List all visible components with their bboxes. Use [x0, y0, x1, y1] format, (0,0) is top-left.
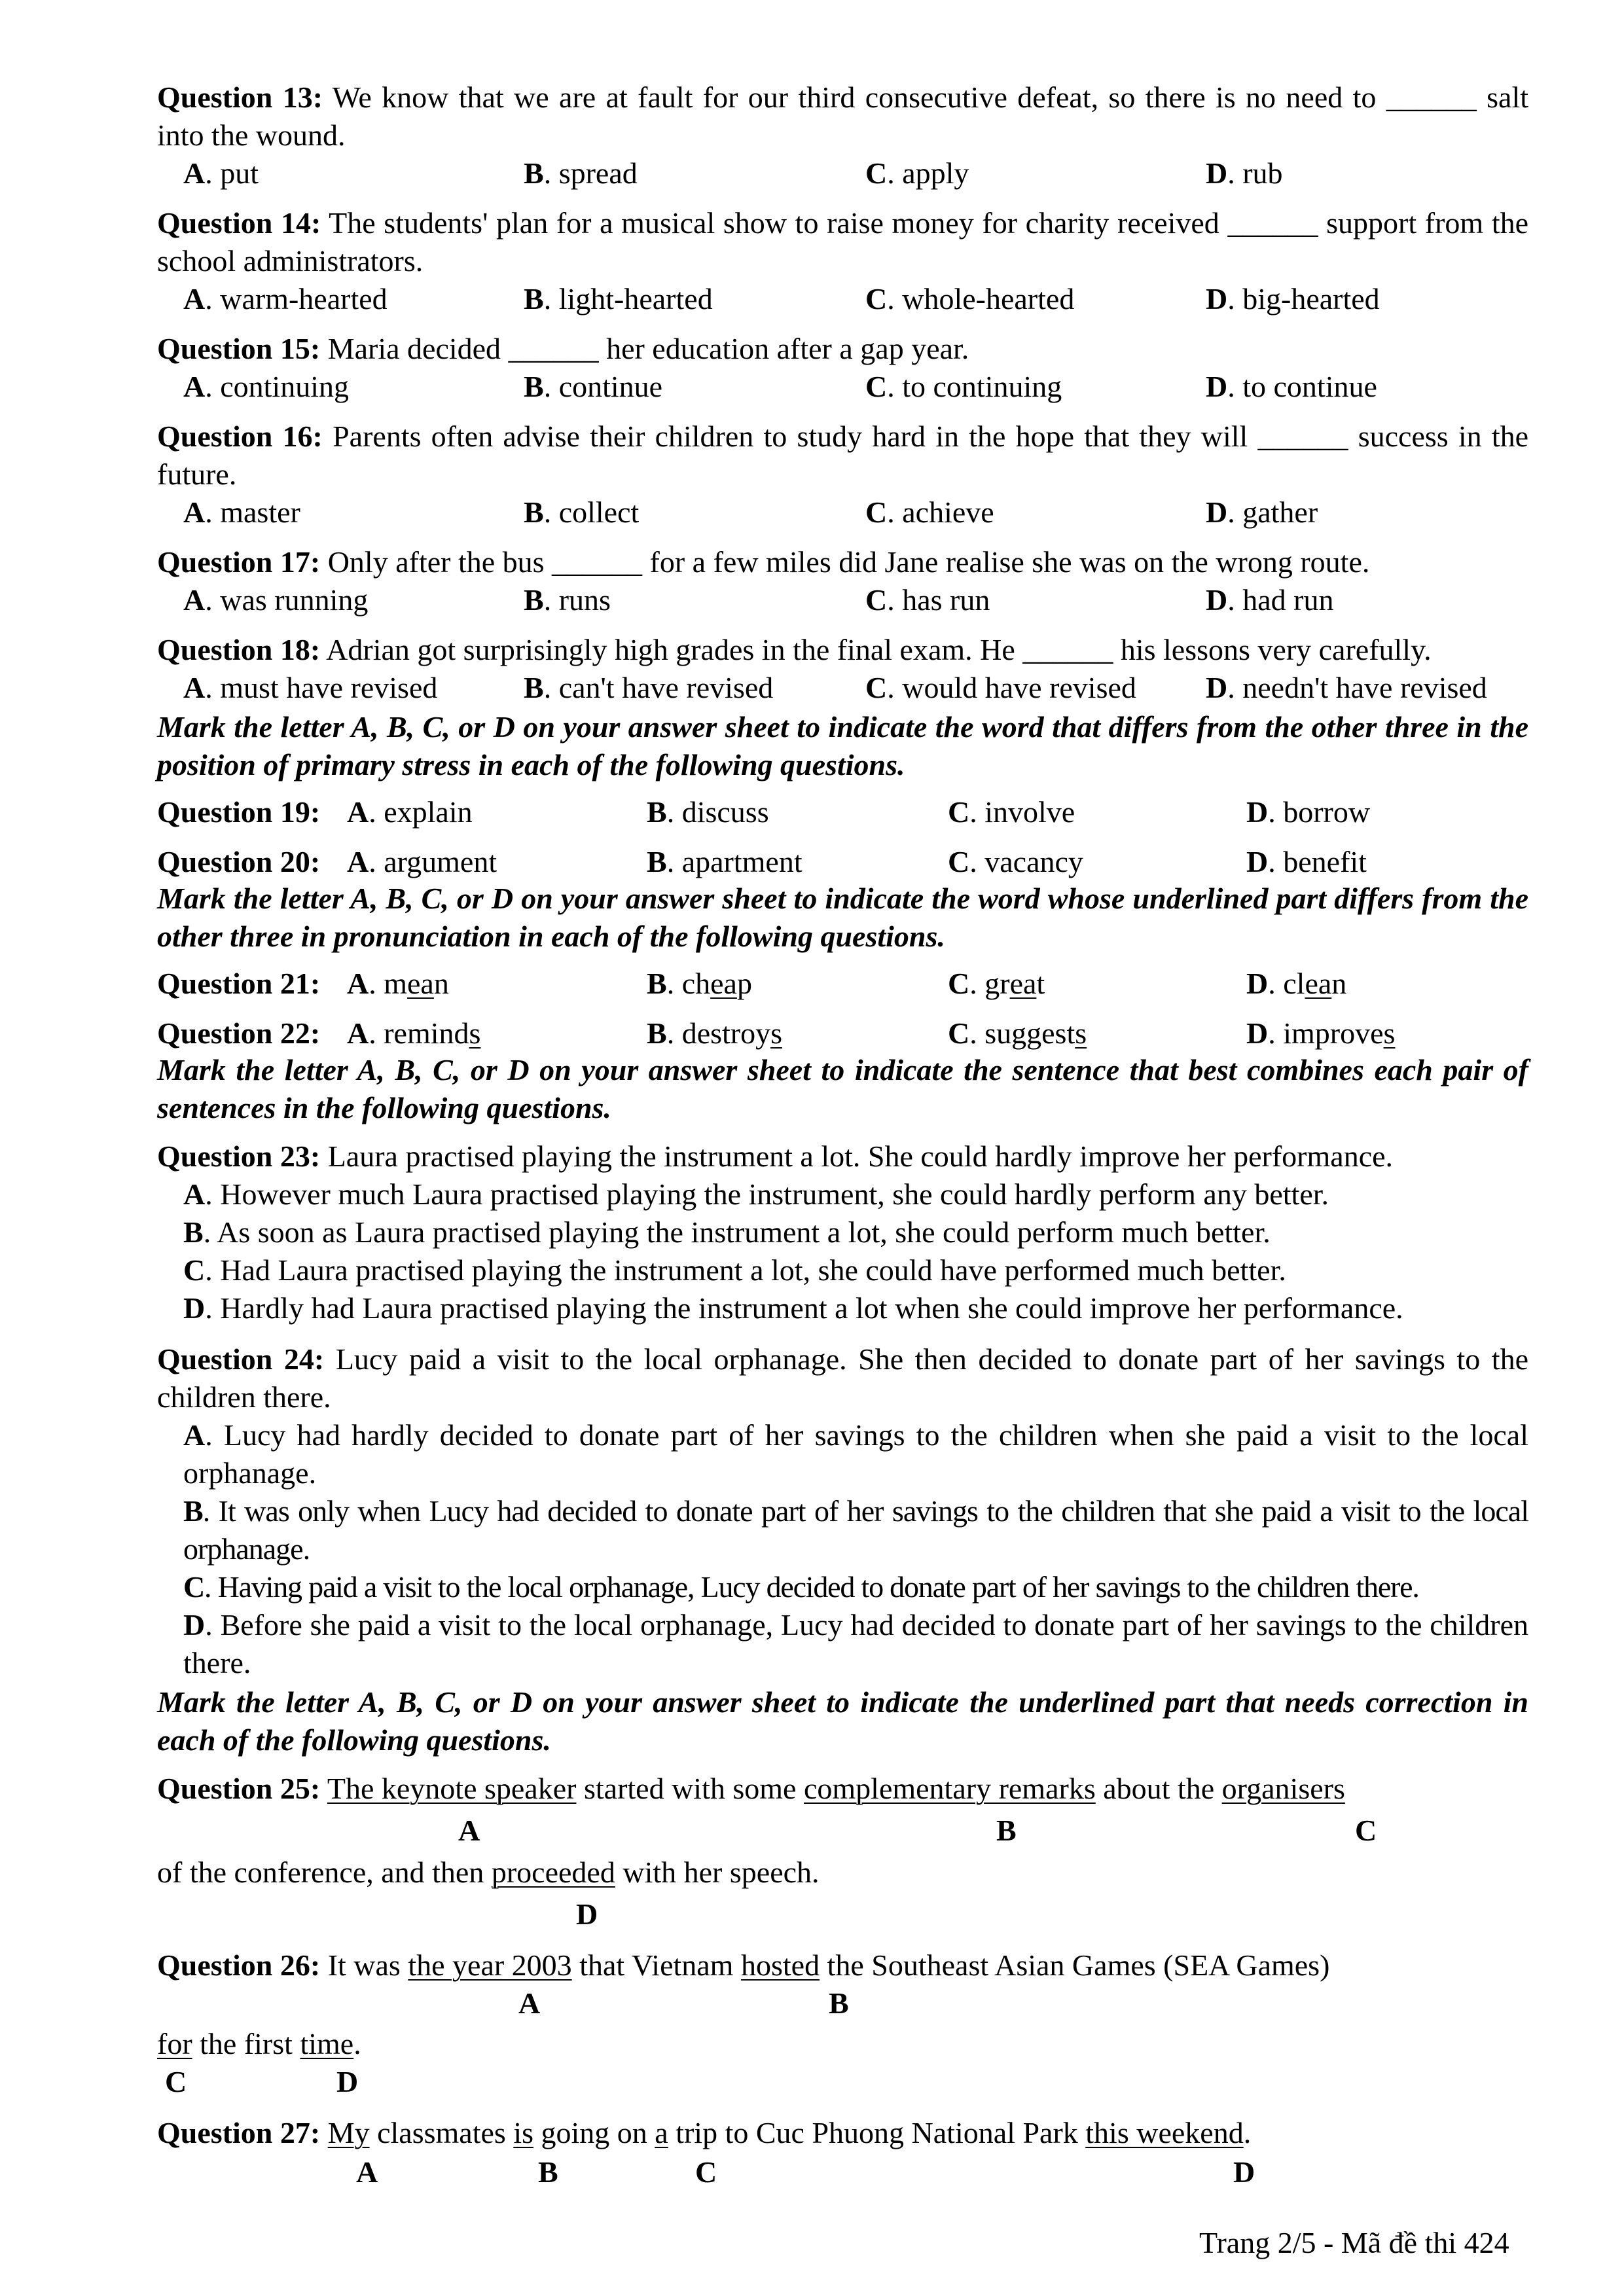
- exam-page: Question 13: We know that we are at fault for our third consecutive defeat, so there is no need to ______ salt into the wound. A. put B. spread C. apply D. rub Question 14: The students' plan for a musical show to raise money for charity received ______ support from the school administrators. A. warm-hearted B. light-hearted C. whole-hearted D. big-hearted Question 15: Maria decided ______ her education after a gap year. A. continuing B. continue C. to continuing D. to continue Question 16: Parents often advise their children to study hard in the hope that they will ______ success in the future. A. master B. collect C. achieve D. gather Question 17: Only after the bus ______ for a few miles did Jane realise she was on the wrong route. A. was running B. runs C. has run D. had run Question 18: Adrian got surprisingly high grades in the final exam. He ______ his lessons very carefully. A. must have revised B. can't have revised C. would have revised D. needn't have revised Mark the letter A, B, C, or D on your answer sheet to indicate the word that differs from the other three in the position of primary stress in each of the following questions. Question 19: A. explain B. discuss C. involve D. borrow Question 20: A. argument B. apartment C. vacancy D. benefit Mark the letter A, B, C, or D on your answer sheet to indicate the word whose underlined part differs from the other three in pronunciation in each of the following questions. Question 21: A. mean B. cheap C. great D. clean Question 22: A. reminds B. destroys C. suggests D. improves Mark the letter A, B, C, or D on your answer sheet to indicate the sentence that best combines each pair of sentences in the following questions. Question 23: Laura practised playing the instrument a lot. She could hardly improve her performance. A. However much Laura practised playing the instrument, she could hardly perform any better. B. As soon as Laura practised playing the instrument a lot, she could perform much better. C. Had Laura practised playing the instrument a lot, she could have performed much better. D. Hardly had Laura practised playing the instrument a lot when she could improve her performance. Question 24: Lucy paid a visit to the local orphanage. She then decided to donate part of her savings to the children there. A. Lucy had hardly decided to donate part of her savings to the children when she paid a visit to the local orphanage. B. It was only when Lucy had decided to donate part of her savings to the children that she paid a visit to the local orphanage. C. Having paid a visit to the local orphanage, Lucy decided to donate part of her savings to the children there. D. Before she paid a visit to the local orphanage, Lucy had decided to donate part of her savings to the children there. Mark the letter A, B, C, or D on your answer sheet to indicate the underlined part that needs correction in each of the following questions. Question 25: The keynote speaker started with some complementary remarks about the organisers A B C of the conference, and then proceeded with her speech. D Question 26: It was the year 2003 that Vietnam hosted the Southeast Asian Games (SEA Games) A B for the first time. C D Question 27: My classmates is going on a trip to Cuc Phuong National Park this weekend. A B C D Trang 2/5 - Mã đề thi 424: [0, 0, 1624, 2296]
- instruction-combine: Mark the letter A, B, C, or D on your answer sheet to indicate the sentence that best combines each pair of sentences in the following questions.: [157, 1053, 1528, 1124]
- question-17: Question 17: Only after the bus ______ for a few miles did Jane realise she was on the wrong route.: [157, 545, 1370, 579]
- instruction-pronunciation: Mark the letter A, B, C, or D on your answer sheet to indicate the word whose underlined part differs from the other three in pronunciation in each of the following questions.: [157, 882, 1528, 953]
- instruction-correction: Mark the letter A, B, C, or D on your answer sheet to indicate the underlined part that needs correction in each of the following questions.: [157, 1685, 1528, 1757]
- page-footer: Trang 2/5 - Mã đề thi 424: [1199, 2226, 1509, 2259]
- question-14: Question 14: The students' plan for a musical show to raise money for charity received ______ support from the school administrators.: [157, 206, 1529, 278]
- question-15: Question 15: Maria decided ______ her education after a gap year.: [157, 332, 969, 365]
- instruction-stress: Mark the letter A, B, C, or D on your answer sheet to indicate the word that differs from the other three in the position of primary stress in each of the following questions.: [157, 710, 1528, 781]
- question-label: Question 13:: [157, 81, 323, 114]
- question-18: Question 18: Adrian got surprisingly high grades in the final exam. He ______ his lessons very carefully.: [157, 633, 1432, 666]
- question-16: Question 16: Parents often advise their children to study hard in the hope that they will ______ success in the future.: [157, 420, 1529, 491]
- question-13: Question 13: We know that we are at fault for our third consecutive defeat, so there is no need to ______ salt into the wound.: [157, 81, 1529, 152]
